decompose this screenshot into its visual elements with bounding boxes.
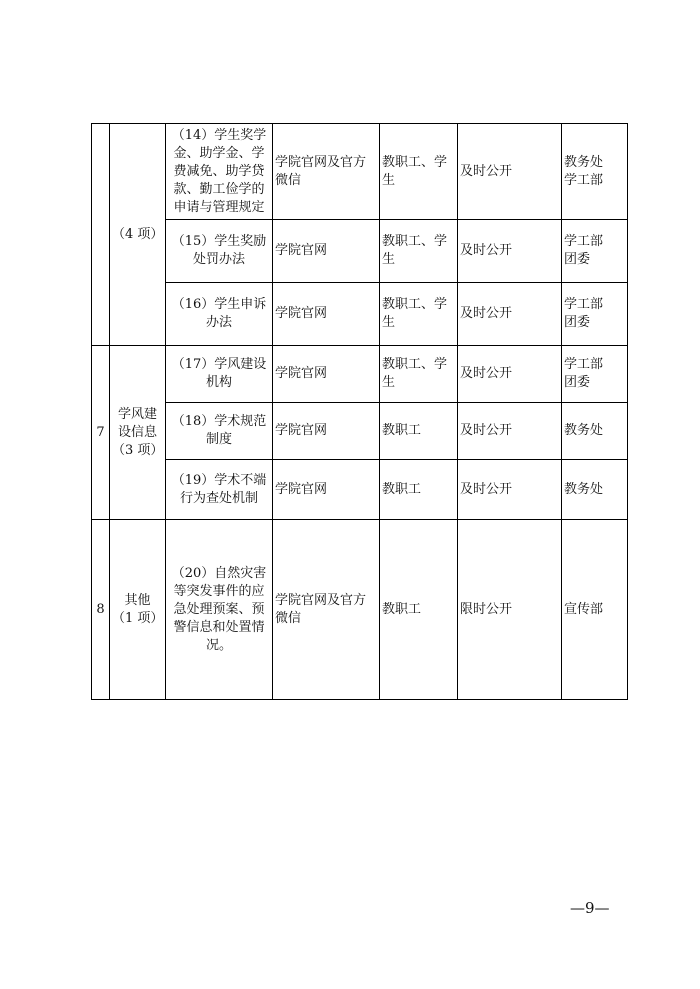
group-number: 8: [96, 601, 105, 617]
audience-cell: [380, 220, 458, 283]
text-line: 学工部: [564, 357, 604, 372]
group-count: （4 项）: [112, 226, 164, 242]
text-line: 团委: [564, 252, 591, 267]
text-line: 微信: [275, 610, 302, 626]
dept-cell: [562, 124, 628, 220]
timing-text: 及时公开: [460, 366, 513, 381]
dept-cell: [562, 220, 628, 283]
item-cell: [166, 403, 273, 460]
group-number-cell: [92, 520, 110, 700]
text-line: 况。: [205, 637, 232, 653]
table-row: [92, 403, 628, 460]
text-line: 款、勤工俭学的: [173, 181, 265, 197]
timing-cell: [458, 346, 562, 403]
timing-cell: [458, 460, 562, 520]
channel-cell: [273, 346, 380, 403]
text-line: （19）学术不端: [171, 472, 267, 488]
text-line: （17）学风建设: [171, 357, 267, 372]
text-line: 生: [382, 252, 396, 267]
timing-text: 及时公开: [460, 306, 513, 321]
text-line: 处罚办法: [192, 252, 245, 267]
text-line: 教务处: [564, 154, 604, 170]
text-line: 教职工: [382, 423, 422, 438]
timing-text: 及时公开: [460, 423, 513, 438]
text-line: 学院官网: [275, 243, 328, 258]
timing-cell: [458, 220, 562, 283]
timing-text: 及时公开: [460, 243, 513, 258]
text-line: 教职工、学: [382, 297, 448, 312]
table-row: [92, 124, 628, 220]
table-row: [92, 520, 628, 700]
dept-cell: [562, 346, 628, 403]
table-row: [92, 283, 628, 346]
text-line: （18）学术规范: [171, 414, 267, 429]
text-line: 警信息和处置情: [173, 619, 265, 635]
text-line: 教职工: [382, 481, 422, 497]
audience-cell: [380, 346, 458, 403]
group-category-cell: [110, 124, 166, 346]
text-line: 教务处: [564, 423, 604, 438]
timing-cell: [458, 283, 562, 346]
group-number-cell: [92, 346, 110, 520]
text-line: 教职工、学: [382, 357, 448, 372]
group-number-cell: [92, 124, 110, 346]
timing-cell: [458, 403, 562, 460]
item-cell: [166, 124, 273, 220]
item-cell: [166, 346, 273, 403]
channel-cell: [273, 283, 380, 346]
channel-cell: [273, 124, 380, 220]
text-line: 学工部: [564, 234, 604, 249]
channel-cell: [273, 403, 380, 460]
text-line: （15）学生奖励: [171, 234, 267, 249]
table-row: [92, 220, 628, 283]
disclosure-table: [91, 123, 628, 700]
group-category-cell: [110, 520, 166, 700]
text-line: 申请与管理规定: [173, 199, 265, 215]
text-line: 金、助学金、学: [173, 145, 265, 161]
text-line: 行为查处机制: [179, 490, 258, 506]
text-line: 机构: [205, 375, 232, 390]
text-line: （16）学生申诉: [171, 297, 267, 312]
channel-cell: [273, 520, 380, 700]
dept-cell: [562, 520, 628, 700]
text-line: （20）自然灾害: [171, 565, 267, 581]
text-line: 生: [382, 172, 396, 188]
audience-cell: [380, 283, 458, 346]
audience-cell: [380, 403, 458, 460]
text-line: 微信: [275, 172, 302, 188]
audience-cell: [380, 124, 458, 220]
group-title-line: 学风建: [117, 406, 157, 422]
table-row: [92, 346, 628, 403]
text-line: 急处理预案、预: [173, 601, 265, 617]
item-cell: [166, 283, 273, 346]
text-line: （14）学生奖学: [171, 127, 267, 143]
timing-text: 限时公开: [460, 601, 513, 617]
text-line: 学院官网: [275, 481, 328, 497]
timing-text: 及时公开: [460, 481, 513, 497]
channel-cell: [273, 220, 380, 283]
text-line: 教务处: [564, 481, 604, 497]
group-title: 其他: [124, 592, 151, 608]
audience-cell: [380, 520, 458, 700]
text-line: 学院官网及官方: [275, 154, 367, 170]
text-line: 学院官网: [275, 366, 328, 381]
text-line: 团委: [564, 375, 591, 390]
group-title-line: 设信息: [117, 424, 157, 440]
group-count: （1 项）: [112, 610, 164, 626]
group-count: （3 项）: [112, 442, 164, 458]
text-line: 费减免、助学贷: [173, 163, 265, 179]
text-line: 生: [382, 375, 396, 390]
page-number: —9—: [570, 899, 610, 917]
text-line: 等突发事件的应: [173, 583, 265, 599]
text-line: 学院官网: [275, 306, 328, 321]
text-line: 学工部: [564, 297, 604, 312]
dept-cell: [562, 460, 628, 520]
timing-cell: [458, 124, 562, 220]
dept-cell: [562, 403, 628, 460]
text-line: 学院官网及官方: [275, 592, 367, 608]
text-line: 学院官网: [275, 423, 328, 438]
text-line: 学工部: [564, 172, 604, 188]
item-cell: [166, 460, 273, 520]
text-line: 生: [382, 315, 396, 330]
dept-cell: [562, 283, 628, 346]
text-line: 宣传部: [564, 601, 604, 617]
group-number: 7: [96, 424, 105, 440]
text-line: 教职工: [382, 601, 422, 617]
group-category-cell: [110, 346, 166, 520]
text-line: 教职工、学: [382, 154, 448, 170]
text-line: 团委: [564, 315, 591, 330]
timing-cell: [458, 520, 562, 700]
table-row: [92, 460, 628, 520]
item-cell: [166, 220, 273, 283]
audience-cell: [380, 460, 458, 520]
text-line: 制度: [205, 432, 232, 447]
channel-cell: [273, 460, 380, 520]
timing-text: 及时公开: [460, 163, 513, 179]
text-line: 办法: [205, 315, 232, 330]
text-line: 教职工、学: [382, 234, 448, 249]
item-cell: [166, 520, 273, 700]
